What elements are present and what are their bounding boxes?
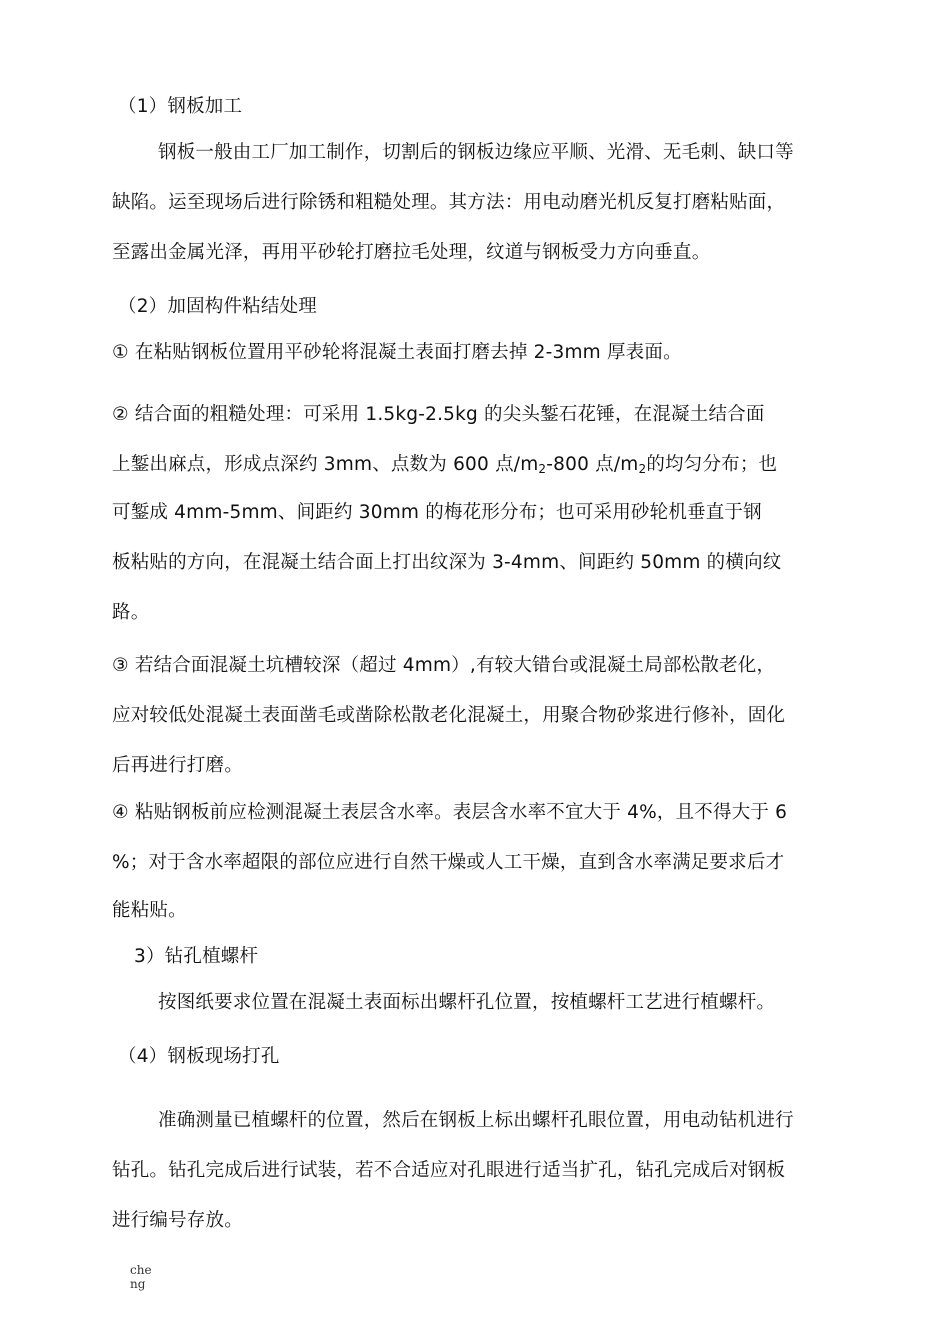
section-1-paragraph-line-3: 至露出金属光泽，再用平砂轮打磨拉毛处理，纹道与钢板受力方向垂直。 — [112, 242, 711, 263]
section-4-heading: （4）钢板现场打孔 — [118, 1046, 280, 1067]
item-3-line-2: 应对较低处混凝土表面凿毛或凿除松散老化混凝土，用聚合物砂浆进行修补，固化 — [112, 705, 786, 726]
item-2-line-4: 板粘贴的方向，在混凝土结合面上打出纹深为 3-4mm、间距约 50mm 的横向纹 — [112, 552, 782, 573]
item-2-line-2-part-c: 的均匀分布；也 — [646, 454, 778, 475]
item-1-line: ① 在粘贴钢板位置用平砂轮将混凝土表面打磨去掉 2-3mm 厚表面。 — [112, 342, 682, 363]
item-2-line-3: 可錾成 4mm-5mm、间距约 30mm 的梅花形分布；也可采用砂轮机垂直于钢 — [112, 502, 762, 523]
subscript-2: 2 — [638, 462, 647, 476]
item-4-line-2: %；对于含水率超限的部位应进行自然干燥或人工干燥，直到含水率满足要求后才 — [112, 852, 785, 873]
section-2-heading: （2）加固构件粘结处理 — [118, 296, 317, 317]
section-1-paragraph-line-1: 钢板一般由工厂加工制作，切割后的钢板边缘应平顺、光滑、无毛刺、缺口等 — [158, 142, 794, 163]
section-3-heading: 3）钻孔植螺杆 — [134, 946, 259, 967]
section-4-paragraph-line-3: 进行编号存放。 — [112, 1210, 243, 1231]
section-3-paragraph: 按图纸要求位置在混凝土表面标出螺杆孔位置，按植螺杆工艺进行植螺杆。 — [158, 992, 776, 1013]
subscript-2: 2 — [538, 462, 547, 476]
section-1-heading: （1）钢板加工 — [118, 96, 243, 117]
section-1-paragraph-line-2: 缺陷。运至现场后进行除锈和粗糙处理。其方法：用电动磨光机反复打磨粘贴面， — [112, 192, 786, 213]
footer-note-line-1: che — [130, 1263, 152, 1277]
section-4-paragraph-line-2: 钻孔。钻孔完成后进行试装，若不合适应对孔眼进行适当扩孔，钻孔完成后对钢板 — [112, 1160, 786, 1181]
item-2-line-5: 路。 — [112, 602, 150, 623]
item-3-line-1: ③ 若结合面混凝土坑槽较深（超过 4mm）,有较大错台或混凝土局部松散老化， — [112, 655, 776, 676]
item-4-line-3: 能粘贴。 — [112, 900, 187, 921]
item-2-line-2-part-b: -800 点/m — [546, 454, 639, 475]
item-4-line-1: ④ 粘贴钢板前应检测混凝土表层含水率。表层含水率不宜大于 4%，且不得大于 6 — [112, 802, 788, 823]
section-4-paragraph-line-1: 准确测量已植螺杆的位置，然后在钢板上标出螺杆孔眼位置，用电动钻机进行 — [158, 1110, 794, 1131]
item-2-line-2-part-a: 上錾出麻点，形成点深约 3mm、点数为 600 点/m — [112, 454, 539, 475]
footer-note-line-2: ng — [130, 1277, 146, 1291]
item-2-line-2 — [112, 452, 872, 482]
item-3-line-3: 后再进行打磨。 — [112, 755, 243, 776]
item-2-line-1: ② 结合面的粗糙处理：可采用 1.5kg-2.5kg 的尖头錾石花锤，在混凝土结合面 — [112, 404, 765, 425]
